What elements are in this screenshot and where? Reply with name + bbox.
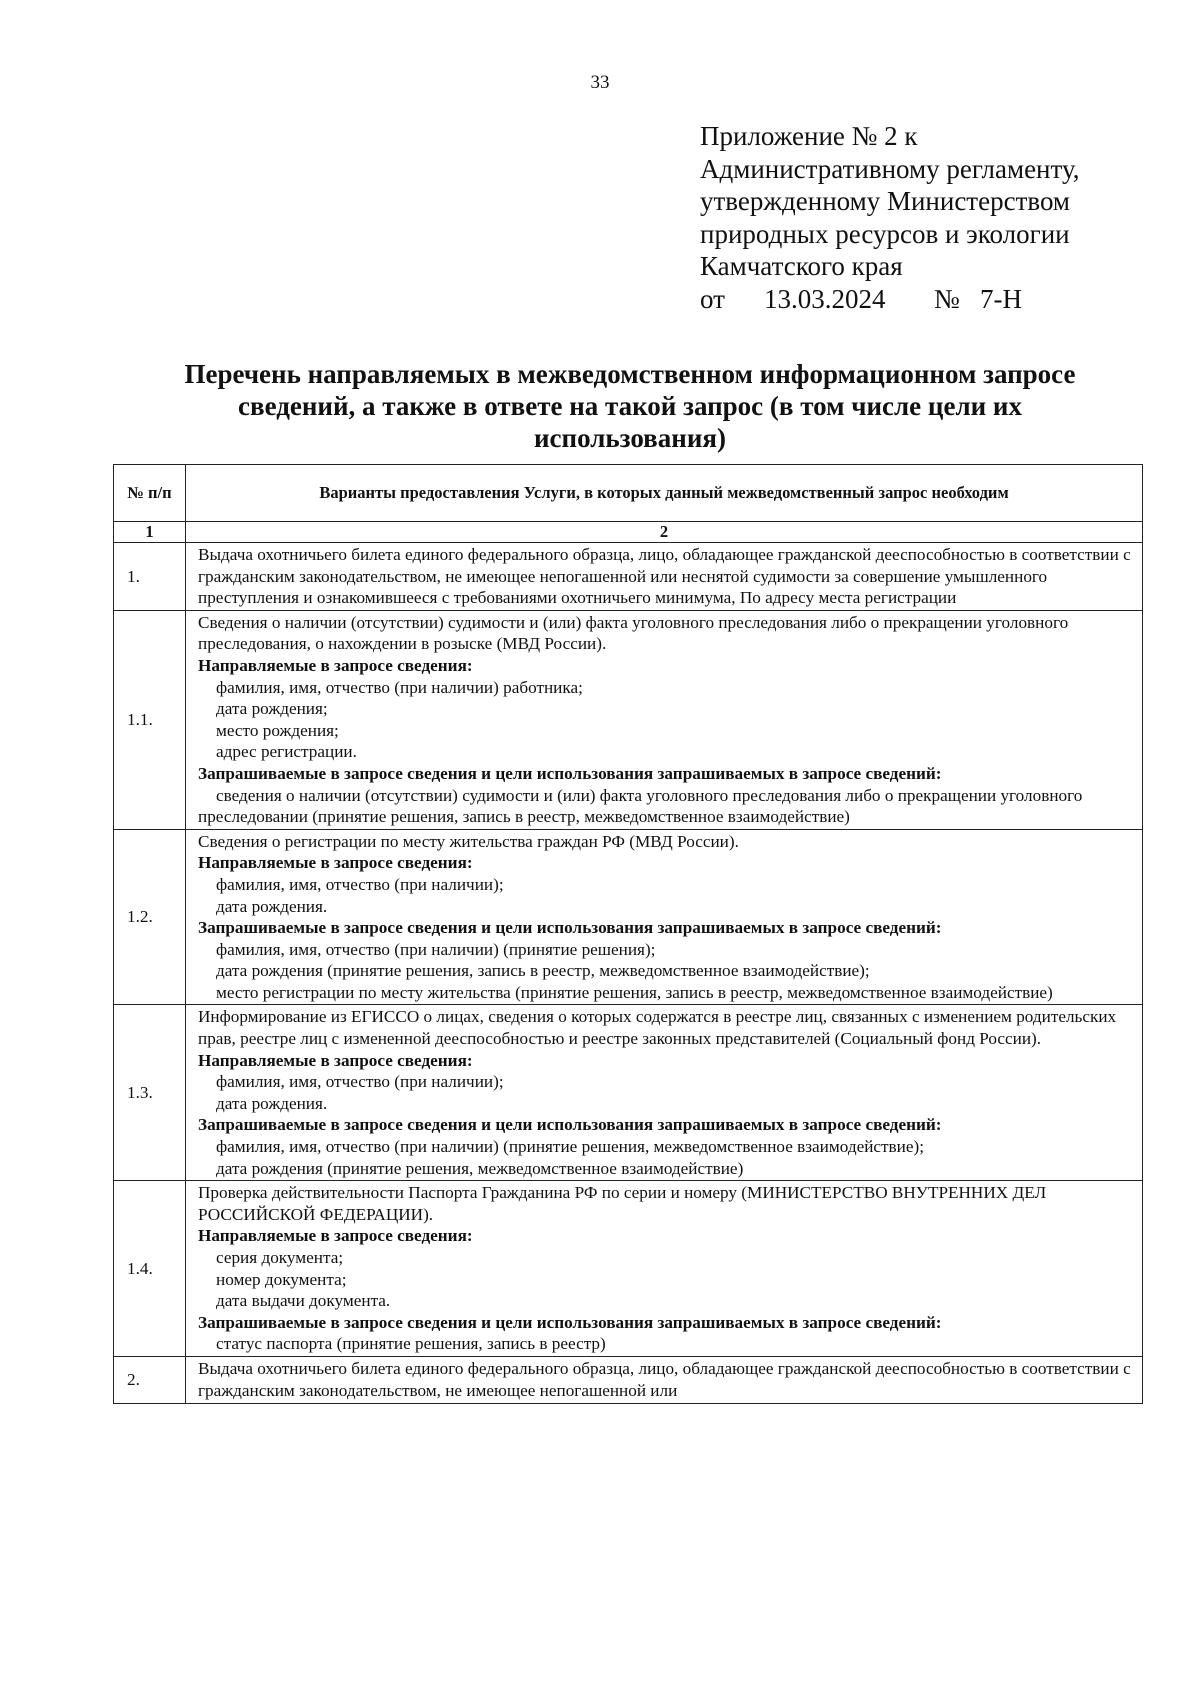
request-intro: Информирование из ЕГИССО о лицах, сведения о которых содержатся в реестре лиц, связанных с изменением родительских прав, реестре лиц с измененной дееспособностью и реестре законных представителей (Социальный фонд России). (198, 1007, 1117, 1049)
index-cell: 1 (114, 522, 186, 543)
table-row (114, 829, 1143, 1005)
header-options: Варианты предоставления Услуги, в которых данный межведомственный запрос необходим (186, 465, 1143, 522)
appendix-date-line (700, 283, 1170, 316)
row-description (186, 1181, 1143, 1357)
row-description (186, 829, 1143, 1005)
service-variant-text: Выдача охотничьего билета единого федерального образца, лицо, обладающее гражданской дееспособностью в соответствии с гражданским законодательством, не имеющее непогашенной или (198, 1358, 1131, 1400)
requested-info-label: Запрашиваемые в запросе сведения и цели использования запрашиваемых в запросе сведений: (198, 918, 942, 938)
sent-item: дата рождения; (216, 699, 328, 719)
appendix-line: Административному регламенту, (700, 153, 1080, 184)
table-row (114, 543, 1143, 611)
requested-item: фамилия, имя, отчество (при наличии) (принятие решения); (216, 939, 656, 959)
appendix-line: природных ресурсов и экологии (700, 218, 1070, 249)
sent-item: номер документа; (216, 1269, 347, 1289)
sent-item: дата рождения. (216, 1093, 328, 1113)
requested-item: фамилия, имя, отчество (при наличии) (принятие решения, межведомственное взаимодействие); (216, 1137, 925, 1157)
sent-item: адрес регистрации. (216, 742, 357, 762)
row-number: 1. (114, 543, 186, 611)
row-description (186, 1005, 1143, 1181)
requested-info-label: Запрашиваемые в запросе сведения и цели использования запрашиваемых в запросе сведений: (198, 1115, 942, 1135)
requested-item: дата рождения (принятие решения, межведомственное взаимодействие) (216, 1158, 744, 1178)
request-intro: Сведения о регистрации по месту жительства граждан РФ (МВД России). (198, 831, 739, 851)
sent-info-label: Направляемые в запросе сведения: (198, 655, 473, 675)
sent-info-label: Направляемые в запросе сведения: (198, 1226, 473, 1246)
sent-item: серия документа; (216, 1248, 344, 1267)
appendix-block (700, 120, 1170, 315)
date-prefix: от (700, 283, 725, 314)
sent-item: фамилия, имя, отчество (при наличии); (216, 1072, 504, 1092)
requested-info-label: Запрашиваемые в запросе сведения и цели использования запрашиваемых в запросе сведений: (198, 1312, 942, 1332)
request-intro: Проверка действительности Паспорта Гражданина РФ по серии и номеру (МИНИСТЕРСТВО ВНУТРЕННИХ ДЕЛ РОССИЙСКОЙ ФЕДЕРАЦИИ). (198, 1183, 1047, 1224)
requested-info-label: Запрашиваемые в запросе сведения и цели использования запрашиваемых в запросе сведений: (198, 763, 942, 783)
row-number: 1.3. (114, 1005, 186, 1181)
sent-item: дата выдачи документа. (216, 1291, 391, 1311)
row-description (186, 543, 1143, 611)
appendix-line: утвержденному Министерством (700, 186, 1071, 216)
table-row (114, 1005, 1143, 1181)
header-number: № п/п (114, 465, 186, 522)
service-variant-text: Выдача охотничьего билета единого федерального образца, лицо, обладающее гражданской дееспособностью в соответствии с гражданским законодательством, не имеющее непогашенной или неснятой судимости за совершение умышленного преступления и ознакомившееся с требованиями охотничьего минимума, По адресу места регистрации (198, 545, 1131, 608)
request-intro: Сведения о наличии (отсутствии) судимости и (или) факта уголовного преследования либо о прекращении уголовного преследования, о нахождении в розыске (МВД России). (198, 612, 1069, 654)
requested-item: дата рождения (принятие решения, запись в реестр, межведомственное взаимодействие); (216, 961, 870, 981)
table-row (114, 610, 1143, 829)
document-number: 7-Н (980, 283, 1022, 314)
index-cell: 2 (186, 522, 1143, 543)
row-description (186, 610, 1143, 829)
table-row (114, 1181, 1143, 1357)
sent-item: фамилия, имя, отчество (при наличии); (216, 874, 504, 894)
row-number: 1.4. (114, 1181, 186, 1357)
row-description (186, 1356, 1143, 1403)
appendix-line: Приложение № 2 к (700, 121, 918, 151)
appendix-line: Камчатского края (700, 251, 903, 281)
requested-item: место регистрации по месту жительства (принятие решения, запись в реестр, межведомственное взаимодействие) (216, 982, 1053, 1002)
row-number: 2. (114, 1356, 186, 1403)
requests-table (113, 464, 1143, 1404)
requested-item: статус паспорта (принятие решения, запись в реестр) (216, 1334, 606, 1354)
row-number: 1.2. (114, 829, 186, 1005)
table-header-row (114, 465, 1143, 522)
sent-info-label: Направляемые в запросе сведения: (198, 853, 473, 873)
sent-item: место рождения; (216, 720, 339, 740)
number-sign: № (934, 283, 960, 314)
document-title: Перечень направляемых в межведомственном информационном запросе сведений, а также в ответе на такой запрос (в том числе цели их использования) (184, 359, 1076, 453)
row-number: 1.1. (114, 610, 186, 829)
sent-info-label: Направляемые в запросе сведения: (198, 1050, 473, 1070)
table-index-row (114, 522, 1143, 543)
table-row (114, 1356, 1143, 1403)
requested-item: сведения о наличии (отсутствии) судимости и (или) факта уголовного преследования либо о прекращении уголовного преследовании (принятие решения, запись в реестр, межведомственное взаимодействие) (198, 785, 1083, 827)
sent-item: дата рождения. (216, 896, 328, 916)
page-number: 33 (590, 72, 610, 93)
document-date: 13.03.2024 (764, 283, 886, 314)
sent-item: фамилия, имя, отчество (при наличии) работника; (216, 677, 583, 697)
